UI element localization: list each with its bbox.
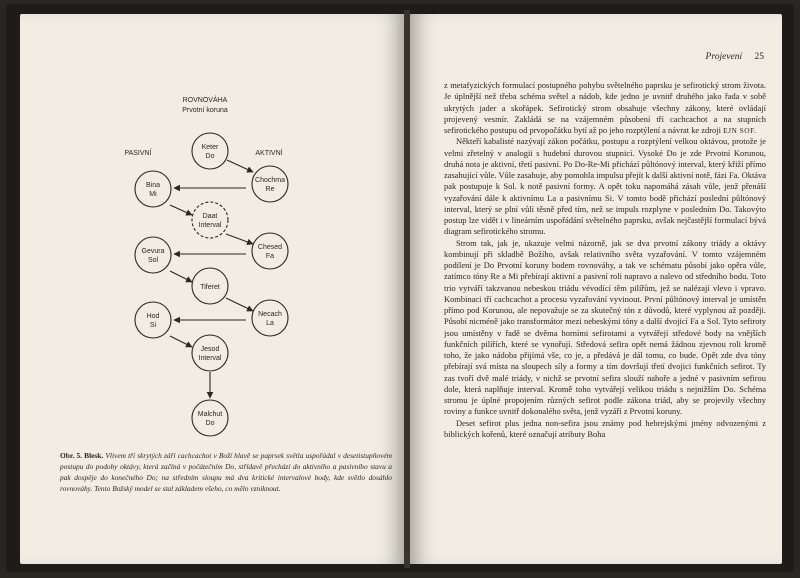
node-chesed [252, 233, 288, 269]
figure-caption-text: Vlivem tří skrytých září cachcachot v Boží hlavě se paprsek světla uspořádal v desetistupňovém postupu do podoby oktávy, která začíná v počátečním Do, střídavě přechází do aktivního a pasivního stavu a pak dospěje do konečného Do; na středním sloupu má dva kritické intervalové body, kde světlo dosáhlo rovnováhy. Tento Božský model se stal základem všeho, co mělo vzniknout. [60, 451, 392, 494]
node-jesod [192, 335, 228, 371]
left-page [20, 14, 404, 564]
svg-text:Daat: Daat [202, 213, 218, 220]
svg-text:Mi: Mi [149, 191, 157, 198]
right-page [410, 14, 782, 564]
node-chochma [252, 166, 288, 202]
svg-text:Re: Re [265, 186, 275, 193]
node-bina [135, 171, 171, 207]
small-caps-term: EJN SOF. [723, 126, 757, 135]
svg-text:Malchut: Malchut [197, 411, 223, 418]
paragraph-2: Někteří kabalisté nazývají zákon počátku, postupu a rozptýlení velkou oktávou, protože je velmi zřetelný v analogii s hudební durovou stupnicí. Vysoké Do je zde Prvotní Korunou, druhá nota je aktivní, třetí pasivní. Po Do-Re-Mi přichází půltónový interval, který křiží přímo zasahující vůle. Vůle zasahuje, aby pomohla impulsu přejít k další aktivní notě, fázi Fa. Oktáva pak postupuje k Sol. k notě pasivní formy. A opět toku napomáhá zásah vůle, jenž přenáší vyzařování dále k aktivnímu La a pasivnímu Si. V tomto bodě přichází poslední půltónový interval, který se plní vůlí těsně před tím, než se impuls rozplyne v posledním Do. Takovýto postup lze vidět i v lineárním uspořádání světelného paprsku, avšak nejčastější formulací bývá diagram sefirotického stromu. [444, 136, 766, 237]
svg-text:Sol: Sol [147, 257, 159, 264]
svg-text:Keter: Keter [201, 144, 219, 151]
page-number: 25 [754, 52, 764, 62]
node-hod [135, 302, 171, 338]
node-keter [192, 133, 228, 169]
svg-text:Si: Si [149, 322, 157, 329]
svg-text:Do: Do [205, 153, 215, 160]
node-gevura [135, 237, 171, 273]
svg-text:Fa: Fa [265, 253, 275, 260]
svg-text:Do: Do [205, 420, 215, 427]
running-header-section: Projevení [705, 52, 743, 62]
svg-text:Jesod: Jesod [200, 346, 220, 353]
svg-text:La: La [266, 320, 274, 327]
figure-caption-label: Obr. 5. Blesk. [60, 451, 104, 460]
diagram-top-sublabel: Prvotní koruna [182, 107, 228, 114]
running-header [706, 52, 764, 62]
sefirot-tree-diagram [20, 14, 404, 444]
svg-text:Bina: Bina [145, 182, 161, 189]
figure-caption [60, 450, 392, 494]
diagram-top-label: ROVNOVÁHA [182, 97, 228, 104]
node-daat [192, 202, 228, 238]
svg-text:Chochma: Chochma [255, 177, 285, 184]
node-necach [252, 300, 288, 336]
svg-text:Chesed: Chesed [257, 244, 283, 251]
svg-text:Necach: Necach [258, 311, 282, 318]
svg-text:Interval: Interval [198, 222, 222, 229]
active-pillar-label: AKTIVNÍ [255, 150, 283, 157]
paragraph-1: z metafyzických formulací postupného pohybu světelného paprsku je sefirotický strom života. Je úplnější než třeba schéma světel a nádob, kde jedno je uvnitř druhého jako řada v sobě ukrytých jader a skořápek. Sefirotický strom obsahuje všechny zákony, které ovládají projevený vesmír. Zakládá se na vzájemném působení tří cachcachot a na stupních sefirotického postupu od prvopočátku bytí až po jeho rozptýlení a návrat ke zdroji EJN SOF. [444, 80, 766, 135]
svg-text:Hod: Hod [146, 313, 160, 320]
passive-pillar-label: PASIVNÍ [124, 150, 152, 157]
paragraph-4: Deset sefirot plus jedna non-sefira jsou známy pod hebrejskými jmény odvozenými z biblických kořenů, které označují atributy Boha [444, 417, 766, 439]
node-malchut [192, 400, 228, 436]
paragraph-3: Strom tak, jak je, ukazuje velmi názorně, jak se dva prvotní zákony triády a oktávy kombinují při skladbě Božího, avšak relativního světa vyzařování. V tomto vzájemném podílení je Do Prvotní koruny bodem rovnováhy, a tak ve schématu působí jako opěra vůle, zatímco tóny Re a Mi přebírají aktivní a pasivní roli napravo a nalevo od středního bodu. Toto trio vytváří takzvanou nebeskou triádu vévodící těm pilířům, jež se nalézají vlevo i vpravo. Kombinaci tří cachcachot a procesu vyzařování vyvinout. První půltónový interval je umístěn přímo pod Korunou, ale nepovažuje se za skutečný tón z důvodů, které vyplynou až později. Působí nicméně jako transformátor mezi nebeskými tóny a další dvojicí Fa a Sol. Tyto sefiroty jsou umístěny v řadě se dvěma horními sefirotami a vytvářejí středové body na vnějších funkčních pilířích, které se vynořují. Středová sefira opět nemá žádnou zjevnou roli kromě toho, že jako nádoba přijímá vše, co je, a předává je dál tomu, co bude. Opět zde dva tóny přebírají svá místa na sloupech síly a formy a tím dovršují třetí dvojici funkčních sefirot. Ty zas tvoří dvě malé triády, v nichž se prvotní sefira slouží nahoře a jedné v pasivním sefirou dole, která naplňuje interval. Kromě toho vytvářejí velikou triádu s nejnižším Do. Schéma stromu je úplné propojením různých sefirot podle zákona triád, aby se projevily všechny roviny a funkce uvnitř dokonalého světa, jenž vyzáří z Prvotní koruny. [444, 237, 766, 417]
open-book [6, 4, 794, 572]
node-tiferet [192, 268, 228, 304]
svg-text:Tiferet: Tiferet [200, 284, 220, 291]
svg-text:Interval: Interval [198, 355, 222, 362]
svg-text:Gevura: Gevura [141, 248, 165, 255]
body-text [444, 80, 766, 560]
